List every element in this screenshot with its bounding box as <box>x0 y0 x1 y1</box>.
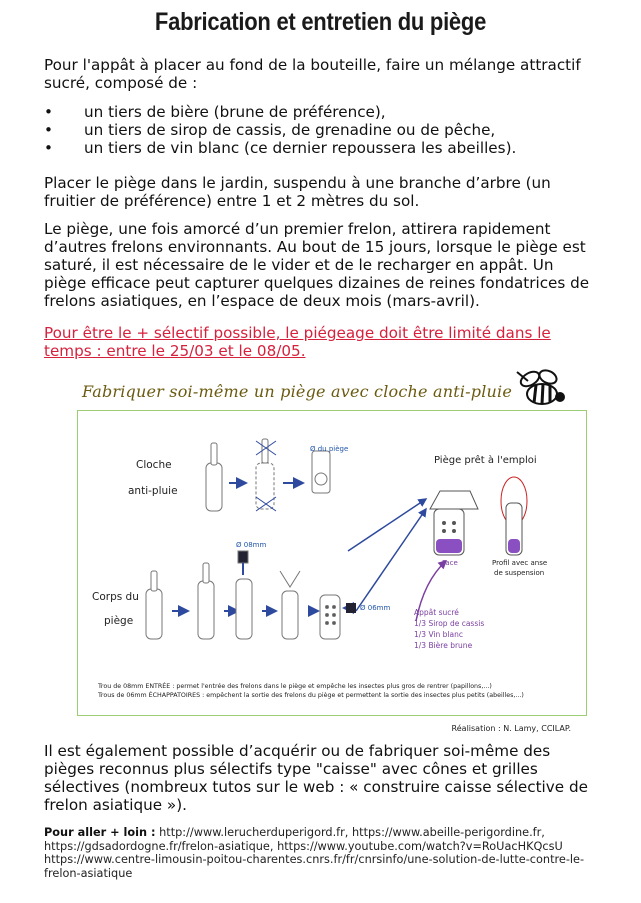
diameter-06-label: Ø 06mm <box>360 604 391 612</box>
diagram-credit: Réalisation : N. Lamy, CCILAP. <box>451 724 571 733</box>
bait-item: 1/3 Vin blanc <box>414 630 463 639</box>
list-item-text: un tiers de vin blanc (ce dernier repoussera les abeilles). <box>84 139 517 157</box>
list-item-text: un tiers de sirop de cassis, de grenadine ou de pêche, <box>84 121 496 139</box>
list-item <box>44 139 604 157</box>
list-item-text: un tiers de bière (brune de préférence), <box>84 103 386 121</box>
bullet-icon: • <box>44 103 53 121</box>
links-label: Pour aller + loin : <box>44 826 156 839</box>
diagram-subtitle: Fabriquer soi-même un piège avec cloche anti-pluie <box>82 382 513 401</box>
cloche-label-2: anti-pluie <box>128 485 178 497</box>
trap-paragraph: Le piège, une fois amorcé d’un premier frelon, attirera rapidement d’autres frelons environnants. Au bout de 15 jours, lorsque le piège est saturé, il est nécessaire de le vider et de le recharger en appât. Un piège efficace peut capturer quelques dizaines de reines fondatrices de frelons asiatiques, en l’espace de deux mois (mars-avril). <box>44 220 590 310</box>
arrow-icon <box>356 509 426 611</box>
profil-label-2: de suspension <box>494 569 545 577</box>
ready-trap-profile-icon <box>501 477 527 555</box>
bait-item: 1/3 Sirop de cassis <box>414 619 485 628</box>
bottle-icon <box>206 443 222 511</box>
bullet-icon: • <box>44 121 53 139</box>
trap-diagram <box>77 410 587 716</box>
other-traps-paragraph: Il est également possible d’acquérir ou de fabriquer soi-même des pièges reconnus plus sélectifs type "caisse" avec cônes et grilles sélectives (nombreux tutos sur le web : « construire caisse sélective de frelon asiatique »). <box>44 742 588 814</box>
bullet-icon: • <box>44 139 53 157</box>
note-escape: Trous de 06mm ÉCHAPPATOIRES : empêchent la sortie des frelons du piège et permettent la sortie des insectes plus petits (abeilles,...) <box>98 692 524 699</box>
bait-item: 1/3 Bière brune <box>414 641 473 650</box>
cloche-icon <box>312 451 330 493</box>
corps-label-2: piège <box>104 615 134 627</box>
placement-paragraph: Placer le piège dans le jardin, suspendu à une branche d’arbre (un fruitier de préférence) entre 1 et 2 mètres du sol. <box>44 174 551 210</box>
page-title: Fabrication et entretien du piège <box>154 8 487 36</box>
corps-label-1: Corps du <box>92 591 139 603</box>
note-entry: Trou de 08mm ENTRÉE : permet l'entrée des frelons dans le piège et empêche les insectes plus gros de rentrer (papillons,...) <box>98 683 492 690</box>
drill-icon <box>346 603 356 613</box>
profil-label-1: Profil avec anse <box>492 559 548 567</box>
face-label: Face <box>442 559 458 567</box>
bottle-icon <box>198 563 214 639</box>
ready-trap-face-icon <box>430 491 478 555</box>
intro-paragraph: Pour l'appât à placer au fond de la bouteille, faire un mélange attractif sucré, composé de : <box>44 56 581 92</box>
bottle-icon <box>146 571 162 639</box>
cut-bottle-icon <box>256 439 276 511</box>
cloche-label-1: Cloche <box>136 459 172 471</box>
diameter-trap-label: Ø du piège <box>310 445 349 453</box>
drilled-bottle-icon <box>320 595 340 639</box>
warning-text[interactable]: Pour être le + sélectif possible, le piégeage doit être limité dans le temps : entre le 25/03 et le 08/05. <box>44 324 551 360</box>
bee-icon <box>512 367 568 413</box>
drilled-cap-icon <box>236 551 252 639</box>
list-item <box>44 103 604 121</box>
ready-label: Piège prêt à l'emploi <box>434 455 537 466</box>
further-reading <box>44 826 604 880</box>
funnel-icon <box>280 571 300 639</box>
links-text[interactable]: http://www.lerucherduperigord.fr, https://www.abeille-perigordine.fr, https://gdsadordogne.fr/frelon-asiatique, https://www.youtube.com/watch?v=RoUacHKQcsU https://www.centre-limousin-poitou-charentes.cnrs.fr/fr/cnrsinfo/une-solution-de-lutte-contre-le-frelon-asiatique <box>44 826 585 880</box>
bait-title: Appât sucré <box>414 608 459 617</box>
ingredient-list <box>44 103 604 157</box>
diameter-08-label: Ø 08mm <box>236 541 267 549</box>
list-item <box>44 121 604 139</box>
